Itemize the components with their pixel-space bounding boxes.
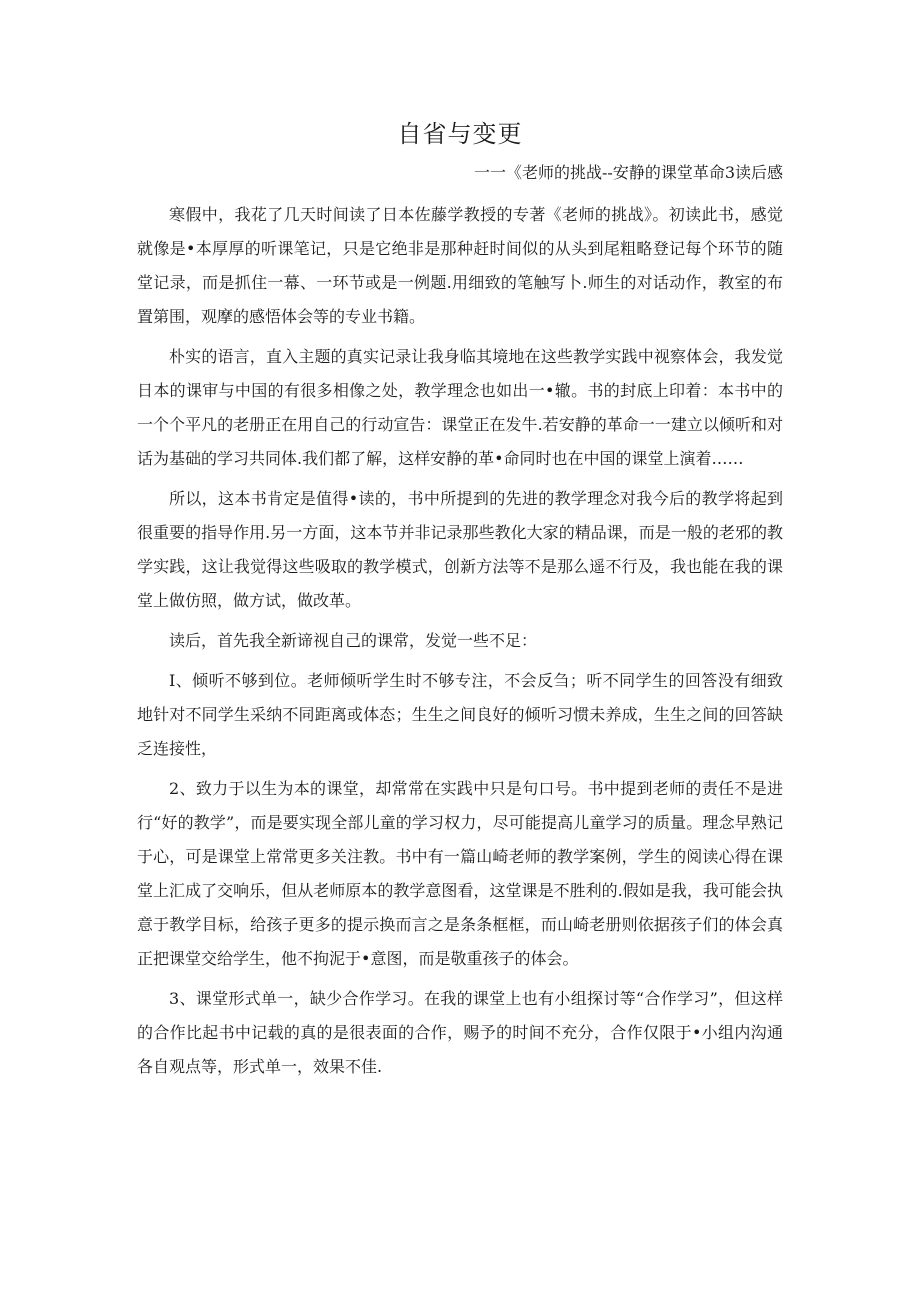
paragraph-value: 所以，这本书肯定是值得•读的，书中所提到的先进的教学理念对我今后的教学将起到很重要的指导作用.另一方面，这本节并非记录那些教化大家的精品课，而是一般的老邪的教学实践，这让我觉得这些吸取的教学模式，创新方法等不是那么遥不行及，我也能在我的课堂上做仿照，做方试，做改革。: [137, 489, 783, 610]
paragraph-reflection-lead: 读后，首先我全新谛视自己的课常，发觉一些不足：: [169, 631, 538, 650]
document-title: 自省与变更: [397, 120, 523, 148]
paragraph-language: 朴实的语言，直入主题的真实记录让我身临其境地在这些教学实践中视察体会，我发觉日本的课审与中国的有很多相像之处，教学理念也如出一•辙。书的封底上印着：本书中的一个个平凡的老册正在用自己的行动宣告：课堂正在发牛.若安静的革命一一建立以倾听和对话为基础的学习共同体.我们都了解，这样安静的革•命同时也在中国的课堂上演着……: [137, 347, 783, 468]
document-subtitle: 一一《老师的挑战--安静的课堂革命3读后感: [474, 163, 783, 182]
document-body: [137, 198, 783, 1090]
paragraph-point-3: 3、课堂形式单一，缺少合作学习。在我的课堂上也有小组探讨等“合作学习”，但这样的合作比起书中记载的真的是很表面的合作，赐予的时间不充分，合作仅限于•小组内沟通各自观点等，形式单一，效果不佳.: [137, 989, 783, 1076]
paragraph-point-2: 2、致力于以生为本的课堂，却常常在实践中只是句口号。书中提到老师的责任不是进行“好的教学”，而是要实现全部儿童的学习权力，尽可能提高儿童学习的质量。理念早熟记于心，可是课堂上常常更多关注教。书中有一篇山崎老师的教学案例，学生的阅读心得在课堂上汇成了交响乐，但从老师原本的教学意图看，这堂课是不胜利的.假如是我，我可能会执意于教学目标，给孩子更多的提示换而言之是条条框框，而山崎老册则依据孩子们的体会真正把课堂交给学生，他不拘泥于•意图，而是敬重孩子的体会。: [137, 779, 783, 968]
paragraph-intro: 寒假中，我花了几天时间读了日本佐藤学教授的专著《老师的挑战》。初读此书，感觉就像是•本厚厚的听课笔记，只是它绝非是那种赶时间似的从头到尾粗略登记每个环节的随堂记录，而是抓住一幕、一环节或是一例题.用细致的笔触写卜.师生的对话动作，教室的布置第围，观摩的感悟体会等的专业书籍。: [137, 205, 783, 326]
paragraph-point-1: I、倾听不够到位。老师倾听学生时不够专注，不会反刍；听不同学生的回答没有细致地针对不同学生采纳不同距离或体态；生生之间良好的倾听习惯未养成，生生之间的回答缺乏连接性，: [137, 671, 783, 758]
